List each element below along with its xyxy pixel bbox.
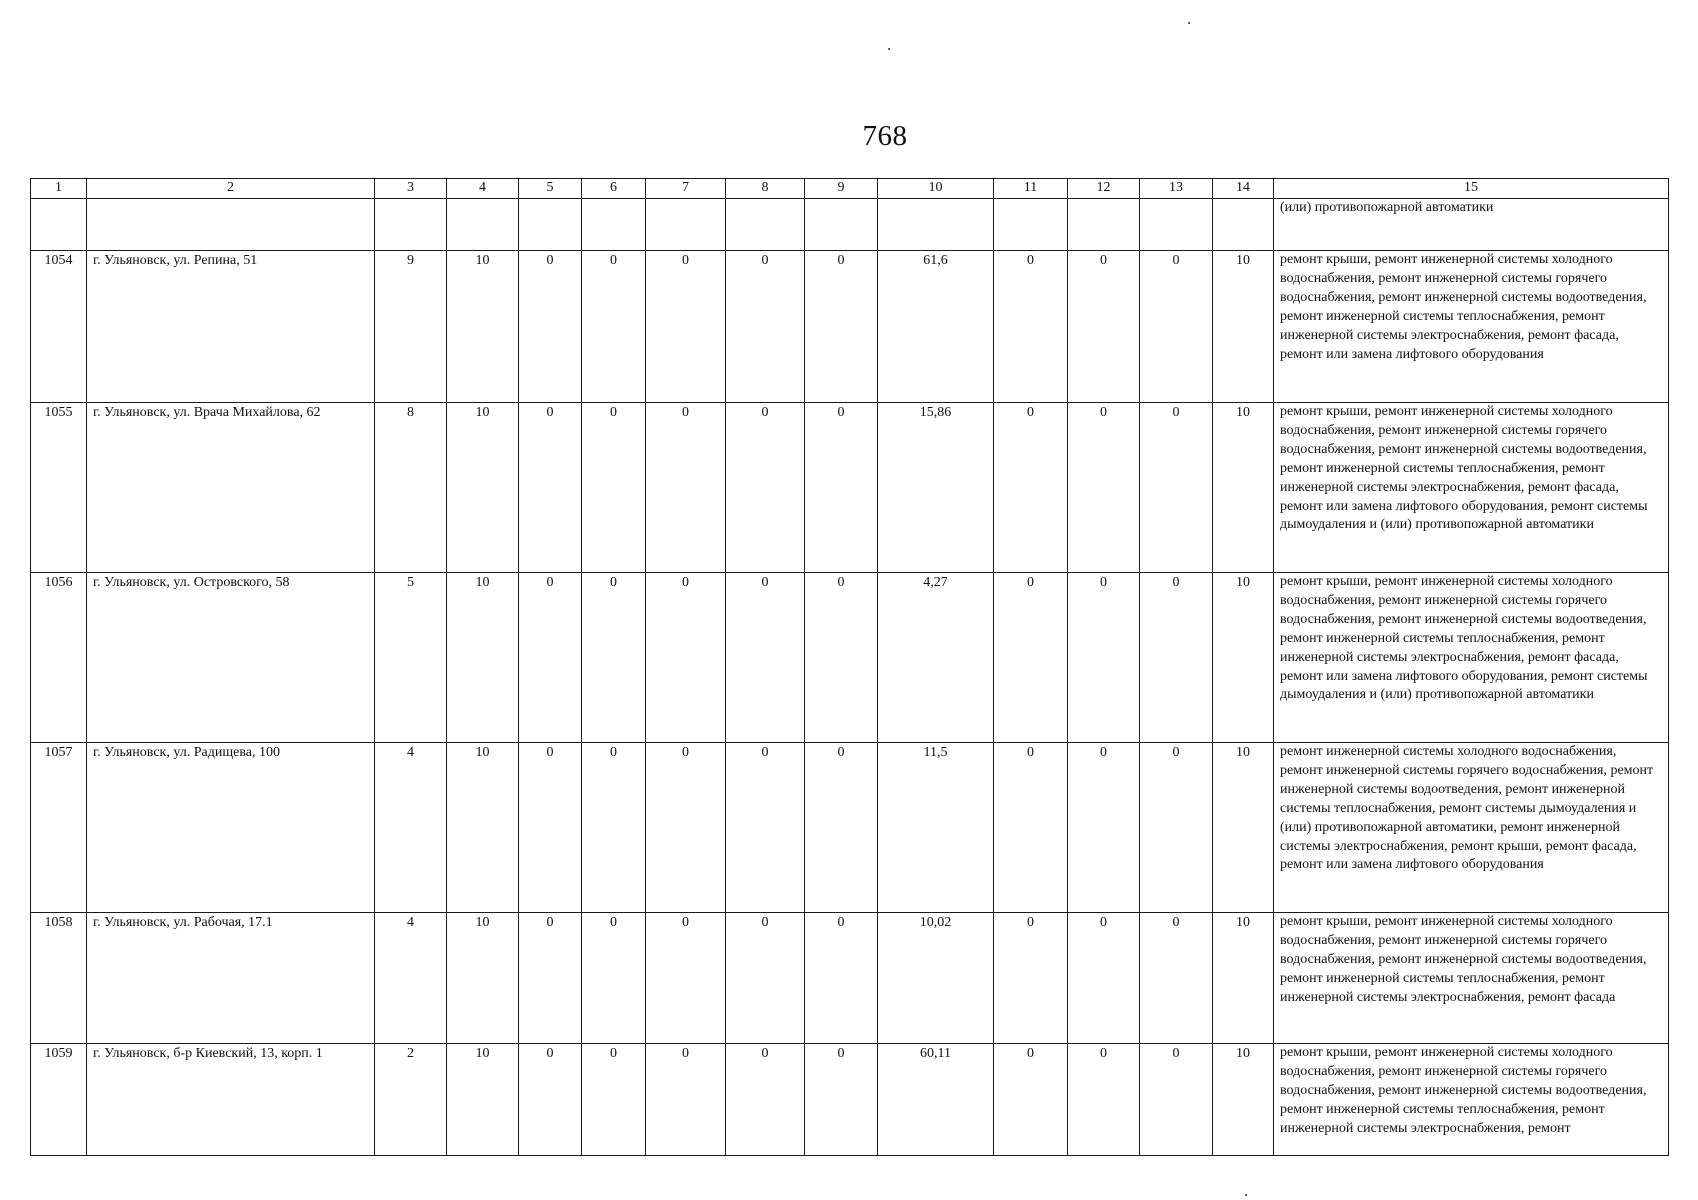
column-header: 2 — [87, 179, 375, 199]
cell-col9: 0 — [805, 251, 878, 403]
cell-col11: 0 — [994, 913, 1068, 1044]
row-id: 1055 — [31, 403, 87, 573]
cell-col4: 10 — [447, 743, 519, 913]
empty-cell — [646, 199, 726, 251]
cell-col6: 0 — [582, 1044, 646, 1156]
scan-speck — [1188, 22, 1190, 24]
cell-col9: 0 — [805, 1044, 878, 1156]
cell-col3: 4 — [375, 913, 447, 1044]
column-number-header-row — [31, 179, 1669, 199]
row-id: 1059 — [31, 1044, 87, 1156]
cell-col6: 0 — [582, 743, 646, 913]
cell-col5: 0 — [519, 251, 582, 403]
address: г. Ульяновск, ул. Радищева, 100 — [87, 743, 375, 913]
page-number: 768 — [862, 120, 908, 152]
works-description: (или) противопожарной автоматики — [1274, 199, 1669, 251]
column-header: 7 — [646, 179, 726, 199]
cell-col12: 0 — [1068, 573, 1140, 743]
column-header: 5 — [519, 179, 582, 199]
works-description: ремонт крыши, ремонт инженерной системы холодного водоснабжения, ремонт инженерной системы горячего водоснабжения, ремонт инженерной системы водоотведения, ремонт инженерной системы теплоснабжения, ремонт инженерной системы электроснабжения, ремонт фасада, ремонт или замена лифтового оборудования, ремонт системы дымоудаления и (или) противопожарной автоматики — [1274, 403, 1669, 573]
empty-cell — [994, 199, 1068, 251]
empty-cell — [87, 199, 375, 251]
cell-col5: 0 — [519, 403, 582, 573]
address: г. Ульяновск, ул. Рабочая, 17.1 — [87, 913, 375, 1044]
cell-col4: 10 — [447, 1044, 519, 1156]
column-header: 10 — [878, 179, 994, 199]
column-header: 12 — [1068, 179, 1140, 199]
cell-col4: 10 — [447, 403, 519, 573]
empty-cell — [375, 199, 447, 251]
cell-col13: 0 — [1140, 251, 1213, 403]
empty-cell — [31, 199, 87, 251]
table-row — [31, 573, 1669, 743]
cell-col8: 0 — [726, 251, 805, 403]
row-id: 1057 — [31, 743, 87, 913]
column-header: 15 — [1274, 179, 1669, 199]
continuation-row — [31, 199, 1669, 251]
cell-col6: 0 — [582, 403, 646, 573]
column-header: 11 — [994, 179, 1068, 199]
table-row — [31, 251, 1669, 403]
empty-cell — [582, 199, 646, 251]
column-header: 14 — [1213, 179, 1274, 199]
empty-cell — [1140, 199, 1213, 251]
empty-cell — [878, 199, 994, 251]
address: г. Ульяновск, ул. Врача Михайлова, 62 — [87, 403, 375, 573]
table-row — [31, 743, 1669, 913]
cell-col5: 0 — [519, 1044, 582, 1156]
cell-col12: 0 — [1068, 403, 1140, 573]
cell-col10: 60,11 — [878, 1044, 994, 1156]
row-id: 1058 — [31, 913, 87, 1044]
scan-speck — [888, 48, 890, 50]
column-header: 8 — [726, 179, 805, 199]
cell-col13: 0 — [1140, 403, 1213, 573]
cell-col7: 0 — [646, 743, 726, 913]
cell-col13: 0 — [1140, 1044, 1213, 1156]
cell-col7: 0 — [646, 251, 726, 403]
cell-col12: 0 — [1068, 913, 1140, 1044]
cell-col3: 4 — [375, 743, 447, 913]
cell-col11: 0 — [994, 573, 1068, 743]
cell-col13: 0 — [1140, 573, 1213, 743]
empty-cell — [519, 199, 582, 251]
cell-col5: 0 — [519, 743, 582, 913]
cell-col13: 0 — [1140, 913, 1213, 1044]
cell-col6: 0 — [582, 913, 646, 1044]
cell-col11: 0 — [994, 1044, 1068, 1156]
table-row — [31, 1044, 1669, 1156]
cell-col9: 0 — [805, 913, 878, 1044]
row-id: 1056 — [31, 573, 87, 743]
cell-col3: 2 — [375, 1044, 447, 1156]
row-id: 1054 — [31, 251, 87, 403]
cell-col6: 0 — [582, 251, 646, 403]
cell-col14: 10 — [1213, 1044, 1274, 1156]
empty-cell — [447, 199, 519, 251]
cell-col11: 0 — [994, 743, 1068, 913]
scan-speck — [1245, 1194, 1247, 1196]
works-description: ремонт крыши, ремонт инженерной системы холодного водоснабжения, ремонт инженерной системы горячего водоснабжения, ремонт инженерной системы водоотведения, ремонт инженерной системы теплоснабжения, ремонт инженерной системы электроснабжения, ремонт фасада — [1274, 913, 1669, 1044]
works-description: ремонт крыши, ремонт инженерной системы холодного водоснабжения, ремонт инженерной системы горячего водоснабжения, ремонт инженерной системы водоотведения, ремонт инженерной системы теплоснабжения, ремонт инженерной системы электроснабжения, ремонт фасада, ремонт или замена лифтового оборудования — [1274, 251, 1669, 403]
cell-col9: 0 — [805, 403, 878, 573]
cell-col10: 15,86 — [878, 403, 994, 573]
column-header: 13 — [1140, 179, 1213, 199]
empty-cell — [726, 199, 805, 251]
cell-col4: 10 — [447, 913, 519, 1044]
cell-col4: 10 — [447, 251, 519, 403]
cell-col8: 0 — [726, 403, 805, 573]
cell-col5: 0 — [519, 573, 582, 743]
works-description: ремонт крыши, ремонт инженерной системы холодного водоснабжения, ремонт инженерной системы горячего водоснабжения, ремонт инженерной системы водоотведения, ремонт инженерной системы теплоснабжения, ремонт инженерной системы электроснабжения, ремонт фасада, ремонт или замена лифтового оборудования, ремонт системы дымоудаления и (или) противопожарной автоматики — [1274, 573, 1669, 743]
cell-col13: 0 — [1140, 743, 1213, 913]
empty-cell — [1068, 199, 1140, 251]
repair-register-table — [30, 178, 1669, 1156]
cell-col4: 10 — [447, 573, 519, 743]
cell-col8: 0 — [726, 743, 805, 913]
cell-col11: 0 — [994, 403, 1068, 573]
cell-col7: 0 — [646, 1044, 726, 1156]
address: г. Ульяновск, ул. Островского, 58 — [87, 573, 375, 743]
cell-col8: 0 — [726, 1044, 805, 1156]
table-row — [31, 913, 1669, 1044]
column-header: 9 — [805, 179, 878, 199]
cell-col11: 0 — [994, 251, 1068, 403]
column-header: 3 — [375, 179, 447, 199]
column-header: 6 — [582, 179, 646, 199]
cell-col3: 8 — [375, 403, 447, 573]
column-header: 4 — [447, 179, 519, 199]
address: г. Ульяновск, б-р Киевский, 13, корп. 1 — [87, 1044, 375, 1156]
cell-col7: 0 — [646, 403, 726, 573]
cell-col9: 0 — [805, 573, 878, 743]
column-header: 1 — [31, 179, 87, 199]
cell-col14: 10 — [1213, 573, 1274, 743]
cell-col12: 0 — [1068, 251, 1140, 403]
cell-col10: 4,27 — [878, 573, 994, 743]
empty-cell — [1213, 199, 1274, 251]
cell-col14: 10 — [1213, 743, 1274, 913]
table-row — [31, 403, 1669, 573]
cell-col9: 0 — [805, 743, 878, 913]
cell-col7: 0 — [646, 913, 726, 1044]
cell-col7: 0 — [646, 573, 726, 743]
cell-col14: 10 — [1213, 913, 1274, 1044]
cell-col8: 0 — [726, 573, 805, 743]
cell-col12: 0 — [1068, 1044, 1140, 1156]
cell-col8: 0 — [726, 913, 805, 1044]
cell-col10: 61,6 — [878, 251, 994, 403]
cell-col3: 5 — [375, 573, 447, 743]
cell-col14: 10 — [1213, 251, 1274, 403]
address: г. Ульяновск, ул. Репина, 51 — [87, 251, 375, 403]
empty-cell — [805, 199, 878, 251]
works-description: ремонт инженерной системы холодного водоснабжения, ремонт инженерной системы горячего водоснабжения, ремонт инженерной системы водоотведения, ремонт инженерной системы теплоснабжения, ремонт системы дымоудаления и (или) противопожарной автоматики, ремонт инженерной системы электроснабжения, ремонт крыши, ремонт фасада, ремонт или замена лифтового оборудования — [1274, 743, 1669, 913]
cell-col5: 0 — [519, 913, 582, 1044]
cell-col3: 9 — [375, 251, 447, 403]
works-description: ремонт крыши, ремонт инженерной системы холодного водоснабжения, ремонт инженерной системы горячего водоснабжения, ремонт инженерной системы водоотведения, ремонт инженерной системы теплоснабжения, ремонт инженерной системы электроснабжения, ремонт — [1274, 1044, 1669, 1156]
cell-col6: 0 — [582, 573, 646, 743]
cell-col10: 10,02 — [878, 913, 994, 1044]
cell-col10: 11,5 — [878, 743, 994, 913]
cell-col12: 0 — [1068, 743, 1140, 913]
cell-col14: 10 — [1213, 403, 1274, 573]
